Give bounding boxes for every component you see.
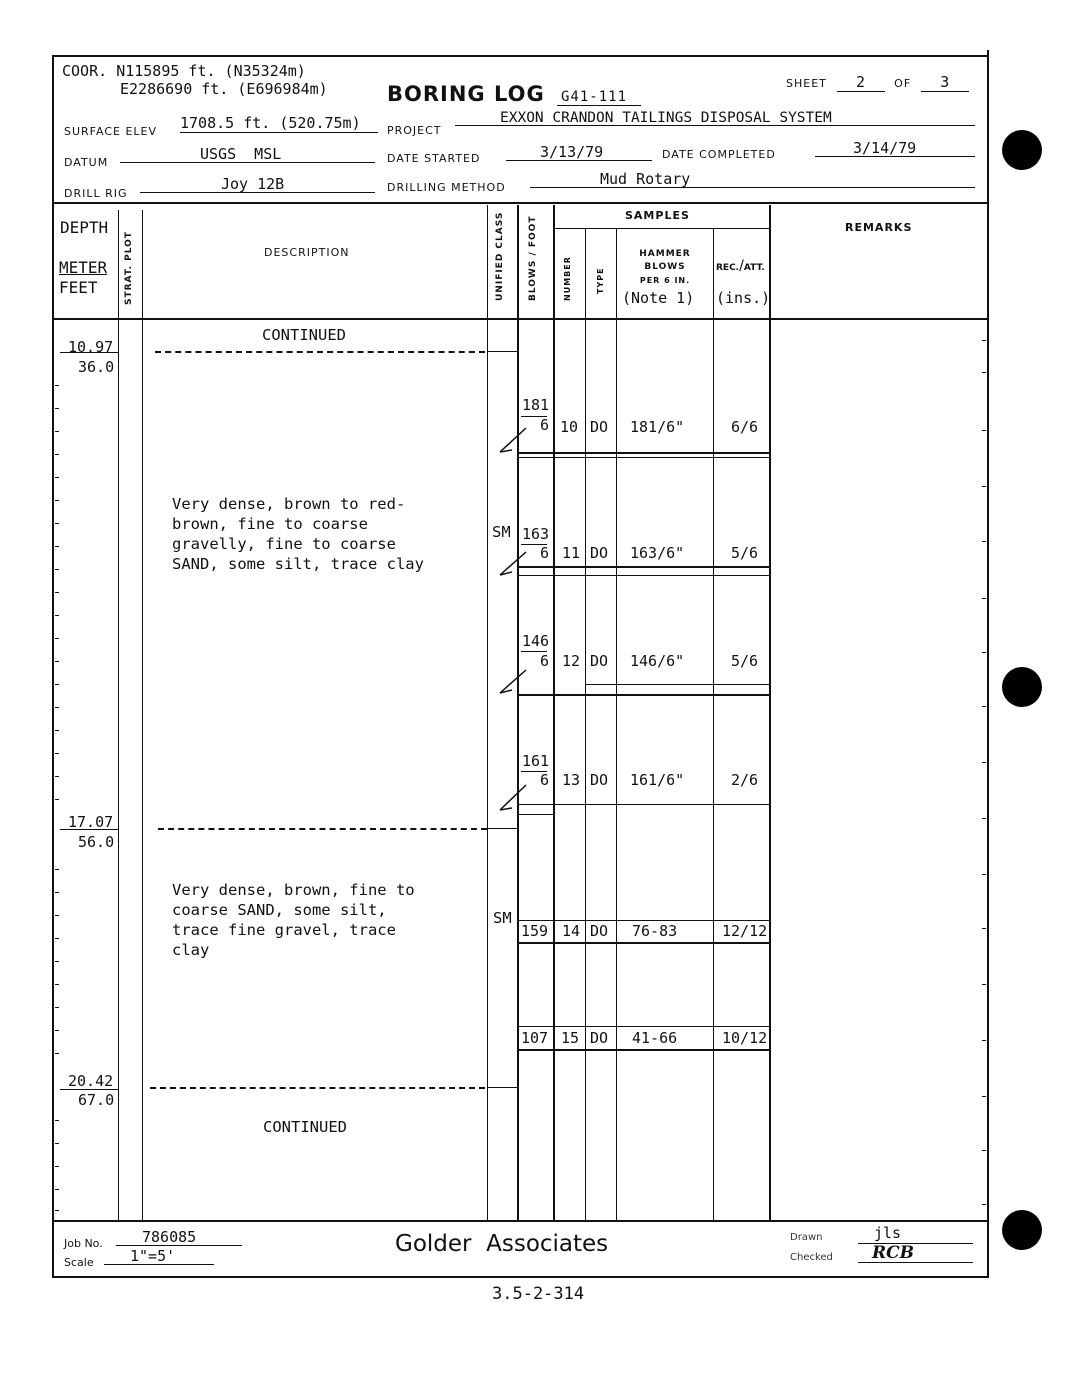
drawn-label: Drawn [790,1232,823,1243]
layer-boundary-1-solid [487,351,517,352]
recovery: 10/12 [722,1029,768,1047]
header-separator [52,202,988,204]
blows-per-foot: 159 [521,922,549,940]
col-feet: FEET [59,278,98,297]
drilling-method-value: Mud Rotary [600,170,691,188]
depth-feet-1: 36.0 [78,358,115,376]
col-att-label: ATT. [743,263,765,273]
col-hammer-line3: PER 6 IN. [639,276,691,285]
footer-separator [52,1220,988,1222]
recovery: 6/6 [731,418,759,436]
drill-rig-label: DRILL RIG [64,187,128,200]
depth-meter-3: 20.42 [68,1072,114,1090]
punch-hole-middle [1002,667,1042,707]
col-hammer-note: (Note 1) [622,289,695,307]
hammer-blows: 161/6" [630,771,685,789]
title-text: BORING LOG [387,82,545,106]
col-rec-label: REC. [716,263,740,273]
checked-label: Checked [790,1252,833,1263]
drill-rig-line [140,175,375,193]
unified-class-layer-2: SM [493,909,512,927]
sample-type: DO [590,922,609,940]
coor-east: E2286690 ft. (E696984m) [120,80,328,98]
col-line-type [616,228,617,1220]
hammer-blows: 76-83 [632,922,678,940]
scale-line [104,1249,214,1265]
sample-type: DO [590,1029,609,1047]
checked-line [858,1245,973,1263]
project-value-line [455,110,975,126]
company-name: Golder Associates [395,1231,609,1257]
col-blows-foot: BLOWS / FOOT [528,215,538,301]
hammer-blows: 163/6" [630,544,685,562]
col-line-rec [769,205,771,1220]
col-line-desc [487,205,488,1220]
sample-number: 10 [560,418,579,436]
blows-top: 163 [522,525,550,543]
frame-left [52,55,54,1277]
job-number: 786085 [142,1228,197,1246]
hammer-blows: 181/6" [630,418,685,436]
description-continued-bottom: CONTINUED [263,1118,347,1136]
date-completed-value: 3/14/79 [853,139,917,157]
blows-top: 146 [522,632,550,650]
description-layer-2: Very dense, brown, fine to coarse SAND, some silt, trace fine gravel, trace clay [172,881,415,959]
page-title [387,82,641,106]
col-remarks: REMARKS [845,221,913,234]
col-hammer [618,248,712,287]
sample-number: 12 [562,652,581,670]
sheet-label: SHEET [786,77,827,90]
col-meter: METER [59,258,108,277]
col-line-depth [118,210,119,1220]
hammer-blows: 146/6" [630,652,685,670]
col-type: TYPE [596,267,605,294]
page-number: 3.5-2-314 [492,1284,585,1304]
col-hammer-line2: BLOWS [644,262,686,272]
sample-number: 15 [561,1029,580,1047]
table-header-bottom [52,318,988,320]
project-value: EXXON CRANDON TAILINGS DISPOSAL SYSTEM [500,110,832,126]
date-completed-label: DATE COMPLETED [662,148,776,161]
col-rec: REC./ATT. [716,258,765,274]
recovery: 5/6 [731,544,759,562]
checked-by: RCB [872,1243,915,1263]
col-line-blows [553,205,555,1220]
blows-top: 161 [522,752,550,770]
sample-type: DO [590,652,609,670]
datum-value: USGS MSL [200,145,282,163]
recovery: 5/6 [731,652,759,670]
layer-boundary-3 [150,1087,485,1089]
sheet-number: 2 [837,73,885,92]
coordinates [62,62,328,98]
col-unified-class: UNIFIED CLASS [495,211,505,301]
layer-boundary-3-solid [487,1087,517,1088]
blows-bottom: 6 [540,416,550,434]
hammer-blows: 41-66 [632,1029,678,1047]
depth-feet-3: 67.0 [78,1091,115,1109]
blows-top: 181 [522,396,550,414]
sample-number: 13 [562,771,581,789]
depth-meter-2: 17.07 [68,813,114,831]
col-hammer-line1: HAMMER [639,249,691,259]
depth-feet-2: 56.0 [78,833,115,851]
project-label: PROJECT [387,124,442,137]
surface-elev-value: 1708.5 ft. (520.75m) [180,114,378,133]
drilling-method-line [530,170,975,188]
date-started-value: 3/13/79 [540,143,604,161]
description-layer-1: Very dense, brown to red- brown, fine to coarse gravelly, fine to coarse SAND, some silt, trace clay [172,495,424,573]
coor-label: COOR. [62,62,108,80]
frame-top [52,55,988,57]
col-line-hammer [713,228,714,1220]
col-samples: SAMPLES [625,209,690,222]
sample-number: 14 [562,922,581,940]
surface-elev-label: SURFACE ELEV [64,125,158,138]
col-number: NUMBER [563,256,572,301]
layer-boundary-2-solid [487,828,517,829]
col-line-strat [142,210,143,1220]
scale-label: Scale [64,1256,94,1269]
blows-bottom: 6 [540,652,550,670]
scale-value: 1"=5' [130,1247,176,1265]
sample-type: DO [590,771,609,789]
drawn-line [858,1226,973,1244]
blows-bottom: 6 [540,771,550,789]
date-started-line [506,143,652,161]
recovery: 12/12 [722,922,768,940]
layer-boundary-2 [158,828,487,830]
drawn-by: jls [874,1224,902,1242]
layer-boundary-1 [155,351,485,353]
col-depth: DEPTH [60,218,109,237]
frame-right [987,50,989,1277]
sample-type: DO [590,418,609,436]
coor-north: N115895 ft. (N35324m) [116,62,306,80]
blows-per-foot: 107 [521,1029,549,1047]
punch-hole-bottom [1002,1210,1042,1250]
sample-number: 11 [562,544,581,562]
drilling-method-label: DRILLING METHOD [387,181,506,194]
sample-type: DO [590,544,609,562]
datum-label: DATUM [64,156,109,169]
samples-subheader-line [555,228,770,229]
frame-bottom [52,1276,989,1278]
col-rec-units: (ins.) [716,289,771,307]
col-description: DESCRIPTION [264,246,350,259]
sheet-info [786,72,969,92]
log-id: G41-111 [557,89,641,106]
date-started-label: DATE STARTED [387,152,481,165]
datum-line [120,145,375,163]
drill-rig-value: Joy 12B [221,175,285,193]
blows-diagonal-marks [490,400,530,820]
job-line [116,1228,242,1246]
date-completed-line [815,139,975,157]
of-label: OF [894,77,912,90]
recovery: 2/6 [731,771,759,789]
description-continued-top: CONTINUED [262,326,346,344]
depth-meter-1: 10.97 [68,338,114,356]
sheet-total: 3 [921,73,969,92]
job-label: Job No. [64,1237,103,1250]
blows-bottom: 6 [540,544,550,562]
col-line-number [585,228,586,1220]
punch-hole-top [1002,130,1042,170]
unified-class-layer-1: SM [492,523,511,541]
col-strat-plot: STRAT. PLOT [124,231,134,305]
